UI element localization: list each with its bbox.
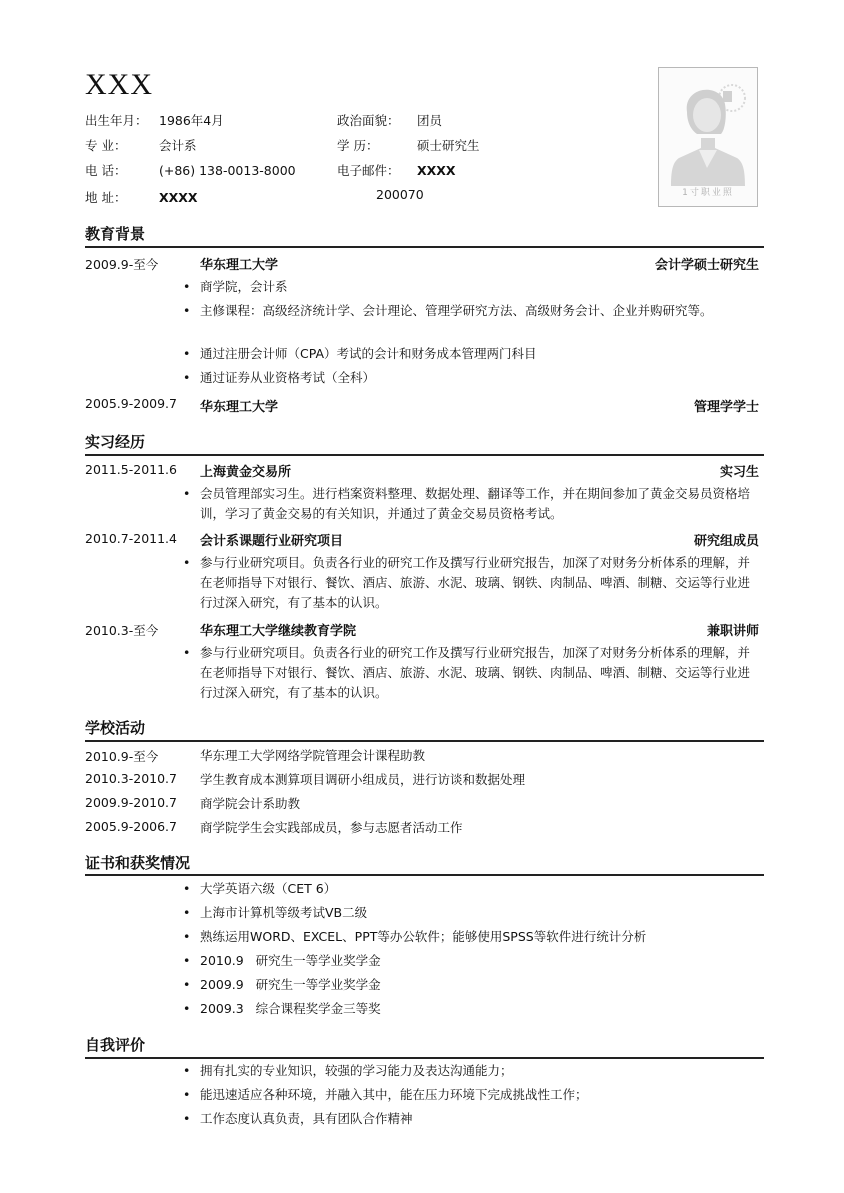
phone-value: (+86) 138-0013-8000 (159, 163, 296, 178)
political-row (337, 113, 442, 129)
list-item: • 熟练运用WORD、EXCEL、PPT等办公软件；能够使用SPSS等软件进行统计分析 (183, 927, 760, 947)
email-label: 电子邮件： (337, 163, 400, 178)
bullet-dot: • (183, 977, 191, 992)
activities-section-title: 学校活动 (85, 719, 146, 737)
activity-date: 2009.9-2010.7 (85, 795, 177, 810)
list-item: • 工作态度认真负责，具有团队合作精神 (183, 1109, 760, 1129)
entry-organization: 华东理工大学 (200, 258, 279, 273)
bullet-dot: • (183, 1063, 191, 1078)
section-divider (85, 874, 764, 876)
entry-organization: 上海黄金交易所 (200, 465, 292, 480)
entry-organization: 华东理工大学继续教育学院 (200, 624, 357, 639)
entry-degree: 会计学硕士研究生 (654, 258, 759, 273)
list-item: • 通过证券从业资格考试（全科） (183, 368, 760, 388)
list-item: • 拥有扎实的专业知识，较强的学习能力及表达沟通能力； (183, 1061, 760, 1081)
address-row (85, 190, 198, 206)
political-label: 政治面貌： (337, 113, 400, 128)
activity-date: 2010.9-至今 (85, 749, 159, 764)
major-value: 会计系 (159, 138, 197, 153)
list-item: • 上海市计算机等级考试VB二级 (183, 903, 760, 923)
activity-text: 商学院学生会实践部成员，参与志愿者活动工作 (200, 820, 463, 835)
major-label: 专 业： (85, 138, 127, 153)
entry-date: 2010.7-2011.4 (85, 531, 177, 546)
bullet-dot: • (183, 905, 191, 920)
political-value: 团员 (417, 113, 443, 128)
phone-label: 电 话： (85, 163, 127, 178)
bullet-dot: • (183, 929, 191, 944)
entry-role: 实习生 (719, 465, 759, 480)
list-item: • 参与行业研究项目。负责各行业的研究工作及撰写行业研究报告，加深了对财务分析体系的理解，并在老师指导下对银行、餐饮、酒店、旅游、水泥、玻璃、钢铁、肉制品、啤酒、制糖、交运等行业进行过深入研究，有了基本的认识。 (183, 645, 751, 700)
section-divider (85, 740, 764, 742)
bullet-dot: • (183, 1001, 191, 1016)
section-divider (85, 1057, 764, 1059)
bullet-dot: • (183, 370, 191, 385)
email-row (337, 163, 456, 179)
activity-text: 学生教育成本测算项目调研小组成员，进行访谈和数据处理 (200, 772, 526, 787)
education-label: 学 历： (337, 138, 379, 153)
bullet-dot: • (183, 279, 191, 294)
education-value: 硕士研究生 (417, 138, 480, 153)
list-item: • 大学英语六级（CET 6） (183, 879, 760, 899)
list-item: • 通过注册会计师（CPA）考试的会计和财务成本管理两门科目 (183, 344, 760, 364)
list-item: • 能迅速适应各种环境，并融入其中，能在压力环境下完成挑战性工作； (183, 1085, 760, 1105)
education-section-title: 教育背景 (85, 225, 146, 243)
bullet-dot: • (183, 645, 191, 660)
entry-role: 研究组成员 (693, 534, 759, 549)
section-divider (85, 246, 764, 248)
list-item: • 2010.9 研究生一等学业奖学金 (183, 951, 760, 971)
bullet-dot: • (183, 303, 191, 318)
photo-placeholder (658, 67, 758, 207)
bullet-dot: • (183, 1111, 191, 1126)
entry-role: 兼职讲师 (706, 624, 759, 639)
bullet-dot: • (183, 486, 191, 501)
internship-section-title: 实习经历 (85, 433, 146, 451)
entry-degree: 管理学学士 (693, 400, 759, 415)
bullet-dot: • (183, 1087, 191, 1102)
list-item: • 2009.3 综合课程奖学金三等奖 (183, 999, 760, 1019)
address-label: 地 址： (85, 190, 127, 205)
major-row (85, 138, 197, 154)
list-item: • 2009.9 研究生一等学业奖学金 (183, 975, 760, 995)
bullet-dot: • (183, 346, 191, 361)
candidate-name: XXX (85, 68, 153, 101)
bullet-dot: • (183, 953, 191, 968)
section-divider (85, 454, 764, 456)
activity-text: 华东理工大学网络学院管理会计课程助教 (200, 748, 426, 763)
photo-caption: 1寸职业照 (682, 188, 734, 198)
entry-date: 2005.9-2009.7 (85, 396, 177, 411)
birth-label: 出生年月： (85, 113, 148, 128)
education-row (337, 138, 480, 154)
address-value: XXXX (159, 190, 198, 205)
list-item: • 会员管理部实习生。进行档案资料整理、数据处理、翻译等工作，并在期间参加了黄金交易员资格培训，学习了黄金交易的有关知识，并通过了黄金交易员资格考试。 (183, 486, 751, 521)
email-value: XXXX (417, 163, 456, 178)
entry-organization: 华东理工大学 (200, 400, 279, 415)
entry-organization: 会计系课题行业研究项目 (200, 534, 344, 549)
list-item: • 主修课程：高级经济统计学、会计理论、管理学研究方法、高级财务会计、企业并购研究等。 (183, 301, 760, 321)
birth-row (85, 113, 224, 129)
phone-row (85, 163, 296, 179)
list-item: • 参与行业研究项目。负责各行业的研究工作及撰写行业研究报告，加深了对财务分析体系的理解，并在老师指导下对银行、餐饮、酒店、旅游、水泥、玻璃、钢铁、肉制品、啤酒、制糖、交运等行业进行过深入研究，有了基本的认识。 (183, 555, 751, 610)
bullet-dot: • (183, 881, 191, 896)
entry-date: 2011.5-2011.6 (85, 462, 177, 477)
entry-date: 2010.3-至今 (85, 623, 159, 638)
certificates-section-title: 证书和获奖情况 (85, 854, 191, 872)
bullet-dot: • (183, 555, 191, 570)
activity-text: 商学院会计系助教 (200, 796, 301, 811)
self-evaluation-section-title: 自我评价 (85, 1036, 146, 1054)
birth-value: 1986年4月 (159, 113, 224, 128)
activity-date: 2010.3-2010.7 (85, 771, 177, 786)
postal-code: 200070 (376, 187, 424, 202)
entry-date: 2009.9-至今 (85, 257, 159, 272)
list-item: • 商学院，会计系 (183, 277, 760, 297)
activity-date: 2005.9-2006.7 (85, 819, 177, 834)
